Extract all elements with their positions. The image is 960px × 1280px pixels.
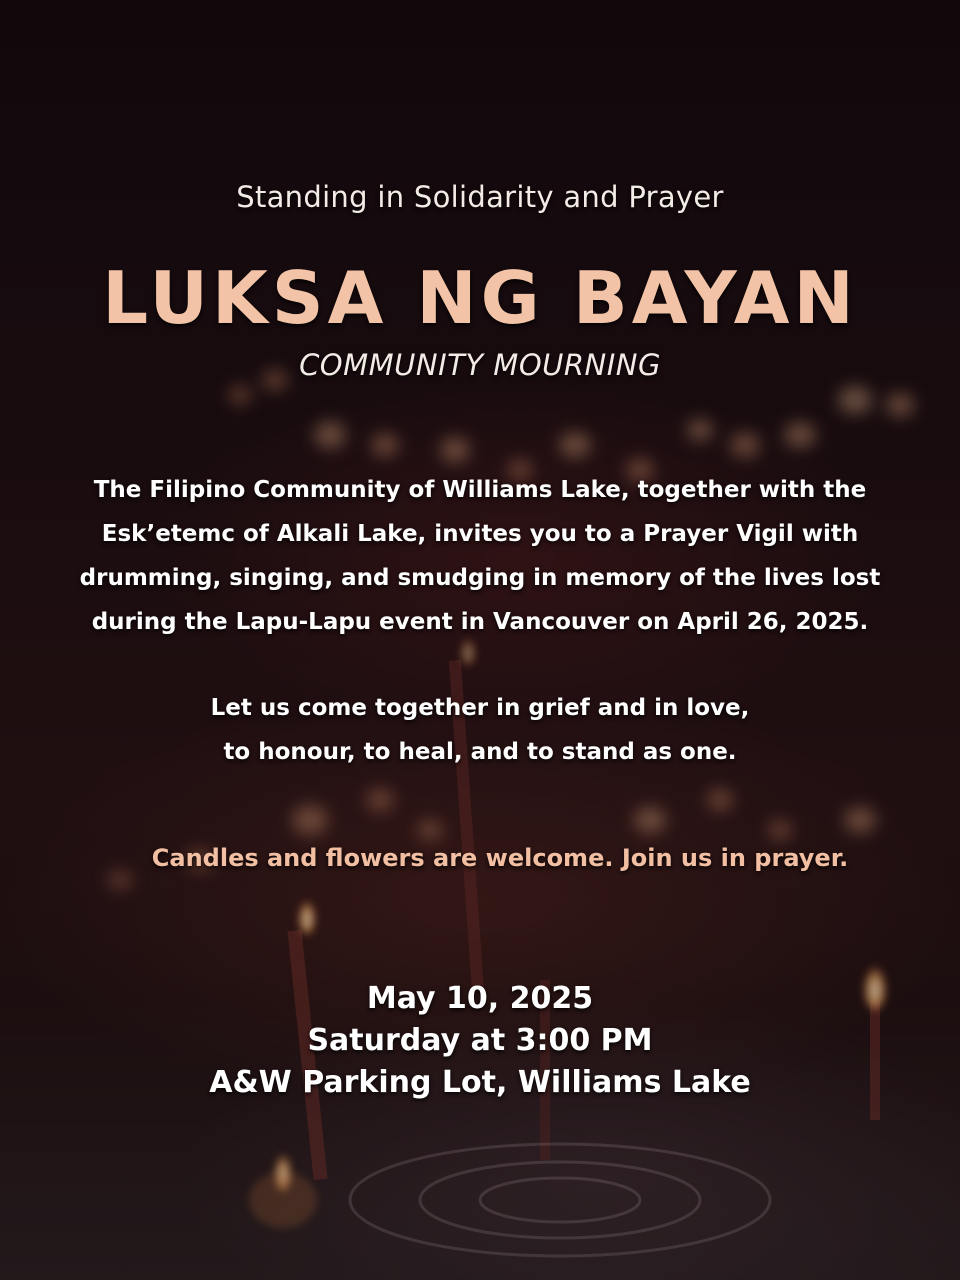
event-details (0, 978, 960, 1104)
invitation-line: Esk’etemc of Alkali Lake, invites you to a Prayer Vigil with (101, 521, 859, 547)
invitation-line: during the Lapu-Lapu event in Vancouver on April 26, 2025. (91, 609, 869, 635)
event-date: May 10, 2025 (366, 981, 594, 1016)
poster-subtitle: COMMUNITY MOURNING (299, 348, 661, 382)
event-location: A&W Parking Lot, Williams Lake (209, 1065, 751, 1100)
closing-paragraph (50, 686, 910, 774)
invitation-line: drumming, singing, and smudging in memory of the lives lost (79, 565, 881, 591)
closing-line: Let us come together in grief and in love, (210, 695, 750, 721)
poster-title: LUKSA NG BAYAN (102, 256, 858, 340)
event-time: Saturday at 3:00 PM (307, 1023, 653, 1058)
invitation-line: The Filipino Community of Williams Lake, together with the (93, 477, 867, 503)
candles-note: Candles and flowers are welcome. Join us in prayer. (151, 844, 849, 872)
kicker-text: Standing in Solidarity and Prayer (236, 180, 724, 214)
closing-line: to honour, to heal, and to stand as one. (223, 739, 737, 765)
invitation-paragraph (50, 468, 910, 644)
